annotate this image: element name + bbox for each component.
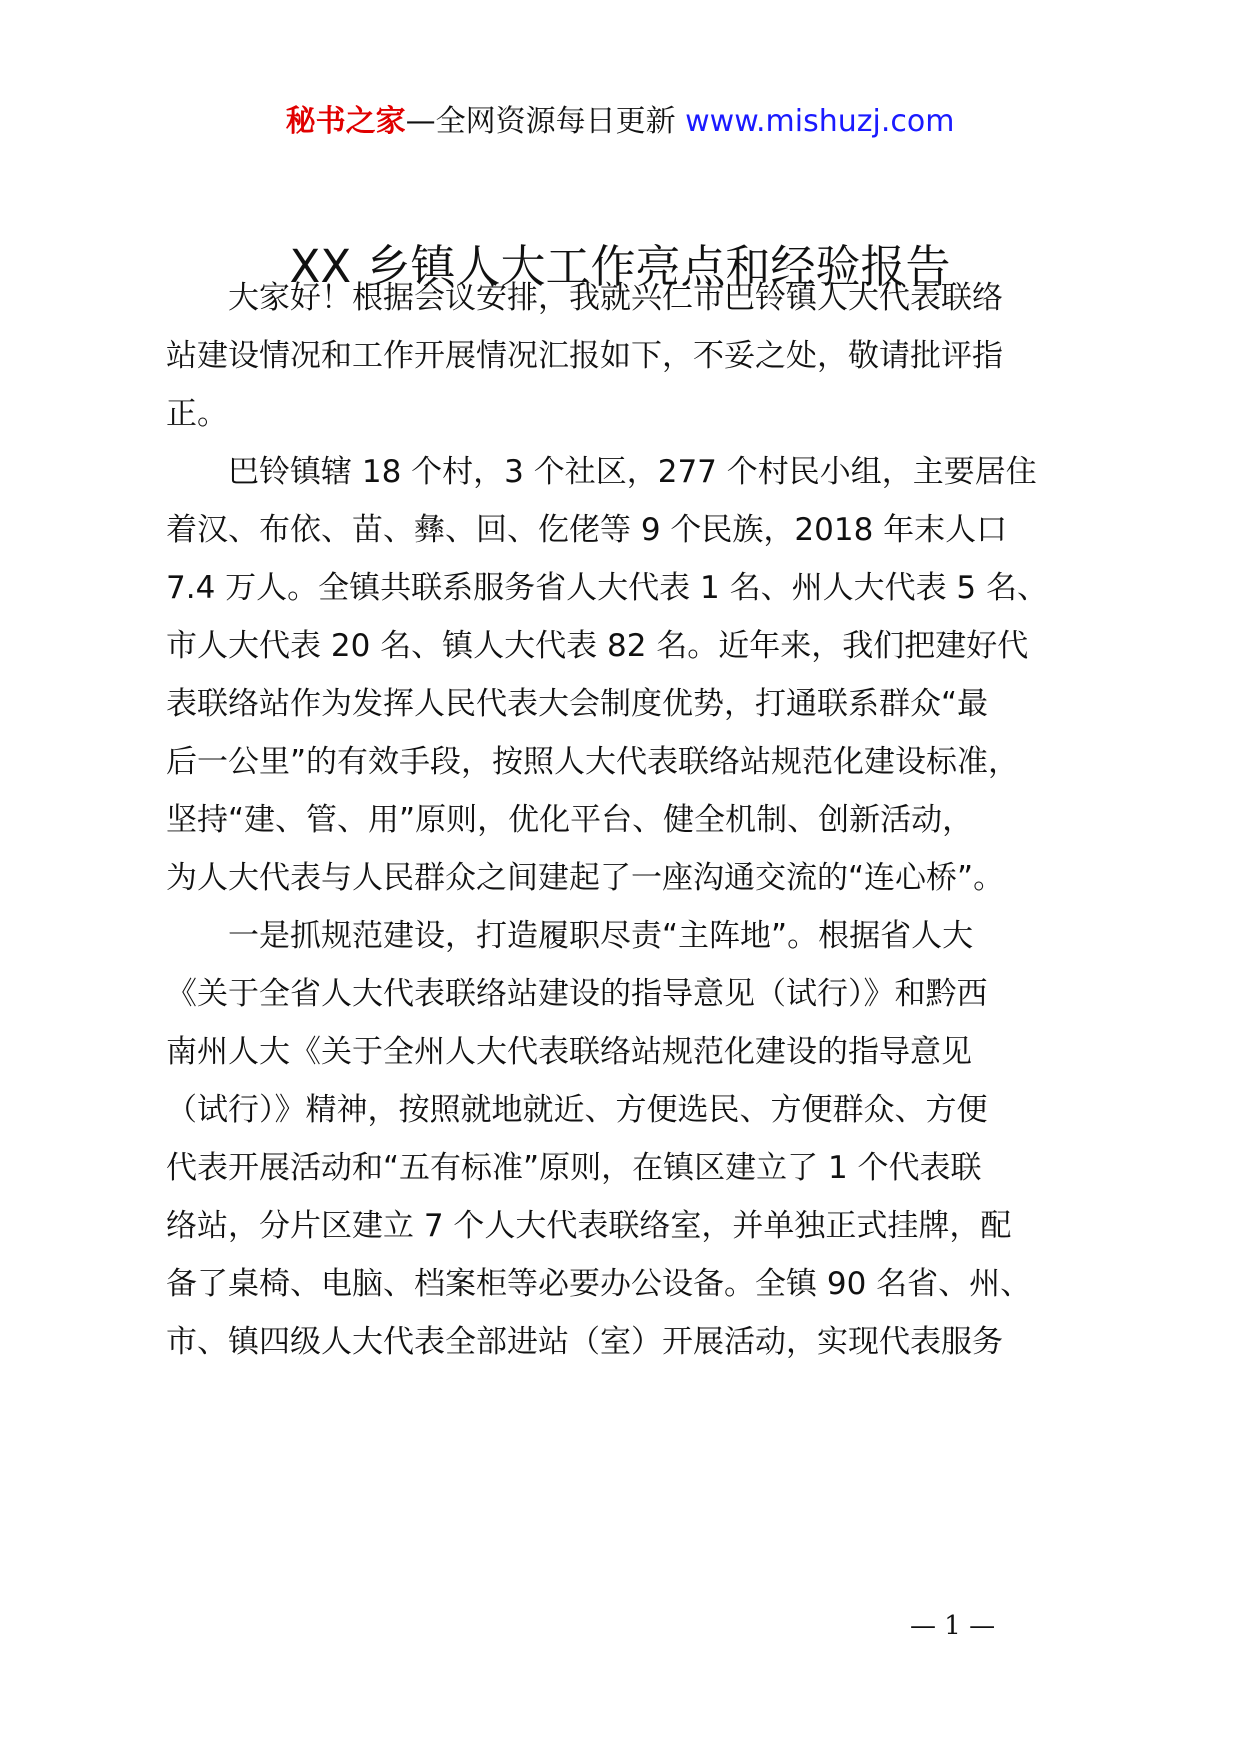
- site-slogan: —全网资源每日更新: [405, 104, 686, 139]
- body-line: 后一公里”的有效手段，按照人大代表联络站规范化建设标准，: [166, 744, 1020, 780]
- body-line: 备了桌椅、电脑、档案柜等必要办公设备。全镇 90 名省、州、: [166, 1266, 1032, 1302]
- body-line: 络站，分片区建立 7 个人大代表联络室，并单独正式挂牌，配: [166, 1208, 1012, 1244]
- body-line: 代表开展活动和“五有标准”原则，在镇区建立了 1 个代表联: [166, 1150, 982, 1186]
- document-title: XX 乡镇人大工作亮点和经验报告: [289, 240, 951, 293]
- site-brand: 秘书之家: [285, 104, 406, 139]
- body-line: 着汉、布依、苗、彝、回、仡佬等 9 个民族，2018 年末人口: [166, 512, 1008, 548]
- body-line: 7.4 万人。全镇共联系服务省人大代表 1 名、州人大代表 5 名、: [166, 570, 1049, 606]
- body-line: 巴铃镇辖 18 个村，3 个社区，277 个村民小组，主要居住: [166, 454, 1037, 490]
- site-banner: [0, 100, 1240, 144]
- body-line: 正。: [166, 396, 228, 432]
- page-number: — 1 —: [910, 1611, 996, 1641]
- body-line: 一是抓规范建设，打造履职尽责“主阵地”。根据省人大: [166, 918, 974, 954]
- body-line: 站建设情况和工作开展情况汇报如下，不妥之处，敬请批评指: [166, 338, 1003, 374]
- body-line: 坚持“建、管、用”原则，优化平台、健全机制、创新活动，: [166, 802, 974, 838]
- body-line: （试行）》精神，按照就地就近、方便选民、方便群众、方便: [166, 1092, 988, 1128]
- body-line: 市、镇四级人大代表全部进站（室）开展活动，实现代表服务: [166, 1324, 1003, 1360]
- body-line: 南州人大《关于全州人大代表联络站规范化建设的指导意见: [166, 1034, 972, 1070]
- body-line: 市人大代表 20 名、镇人大代表 82 名。近年来，我们把建好代: [166, 628, 1029, 664]
- body-line: 大家好！根据会议安排，我就兴仁市巴铃镇人大代表联络: [166, 280, 1003, 316]
- site-url-link[interactable]: www.mishuzj.com: [685, 104, 955, 139]
- body-line: 表联络站作为发挥人民代表大会制度优势，打通联系群众“最: [166, 686, 989, 722]
- body-line: 《关于全省人大代表联络站建设的指导意见（试行）》和黔西: [166, 976, 988, 1012]
- body-line: 为人大代表与人民群众之间建起了一座沟通交流的“连心桥”。: [166, 860, 1005, 896]
